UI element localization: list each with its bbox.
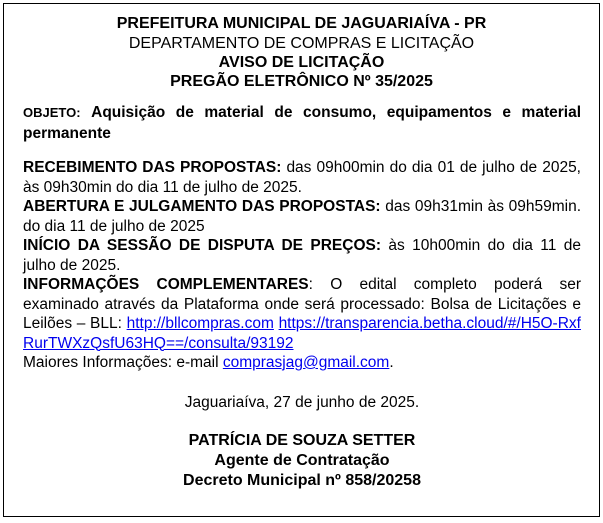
notice-header	[4, 4, 599, 92]
transparencia-link[interactable]: https://transparencia.betha.cloud/#/H5O-RxfRurTWXzQsfU63HQ==/consulta/93192	[23, 315, 581, 352]
objeto-label: OBJETO:	[23, 105, 81, 120]
email-link[interactable]: comprasjag@gmail.com	[222, 354, 390, 371]
info-text: : O edital completo poderá ser examinado através da Plataforma onde será processado: Bolsa de Licitações e Leilões – BLL:	[23, 276, 581, 332]
bll-link[interactable]: http://bllcompras.com	[126, 315, 274, 332]
info-suffix: .	[389, 354, 394, 371]
abertura-paragraph	[23, 197, 581, 236]
signature-decree: Decreto Municipal nº 858/20258	[183, 471, 421, 489]
info-label: INFORMAÇÕES COMPLEMENTARES	[23, 276, 309, 293]
objeto-paragraph	[23, 102, 581, 144]
notice-page	[3, 3, 600, 517]
department-title: DEPARTAMENTO DE COMPRAS E LICITAÇÃO	[128, 35, 475, 52]
notice-body	[23, 102, 581, 491]
abertura-label: ABERTURA E JULGAMENTO DAS PROPOSTAS:	[23, 198, 381, 215]
abertura-text: das 09h31min às 09h59min. do dia 11 de julho de 2025	[23, 198, 581, 235]
signature-name: PATRÍCIA DE SOUZA SETTER	[188, 431, 416, 449]
recebimento-paragraph	[23, 158, 581, 197]
signature-role: Agente de Contratação	[214, 451, 390, 469]
inicio-paragraph	[23, 236, 581, 275]
objeto-text: Aquisição de material de consumo, equipamentos e material permanente	[23, 104, 582, 142]
notice-title: AVISO DE LICITAÇÃO	[218, 54, 385, 71]
inicio-label: INÍCIO DA SESSÃO DE DISPUTA DE PREÇOS:	[23, 237, 382, 254]
inicio-text: às 10h00min do dia 11 de julho de 2025.	[23, 237, 582, 274]
info-paragraph	[23, 275, 581, 373]
recebimento-text: das 09h00min do dia 01 de julho de 2025, às 09h30min do dia 11 de julho de 2025.	[23, 159, 581, 196]
maiores-info-label: Maiores Informações: e-mail	[23, 354, 219, 371]
recebimento-label: RECEBIMENTO DAS PROPOSTAS:	[23, 159, 282, 176]
auction-title: PREGÃO ELETRÔNICO Nº 35/2025	[170, 73, 433, 90]
place-date: Jaguariaíva, 27 de junho de 2025.	[184, 393, 420, 411]
municipality-title: PREFEITURA MUNICIPAL DE JAGUARIAÍVA - PR	[116, 15, 487, 32]
